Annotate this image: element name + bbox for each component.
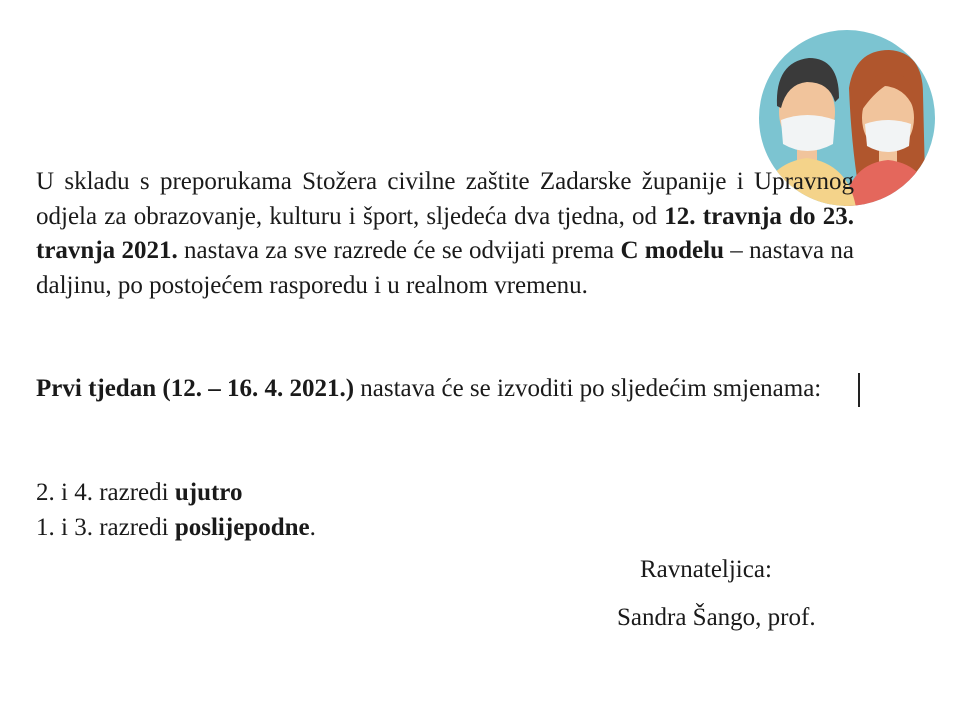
schedule-row (36, 476, 854, 511)
schedule-shift: poslijepodne (174, 513, 310, 541)
schedule-shift: ujutro (174, 479, 243, 506)
punctuation: . (309, 513, 316, 541)
schedule-grades: 1. i 3. razredi (36, 513, 175, 541)
signature-title: Ravnateljica: (640, 556, 772, 583)
text-end: – nastava na daljinu, po postojećem rasporedu i u realnom vremenu. (36, 237, 854, 299)
announcement-paragraph (36, 165, 854, 303)
date-range: 12. travnja do 23. travnja 2021. (36, 202, 855, 264)
first-week-label: Prvi tjedan (12. – 16. 4. 2021.) (36, 375, 355, 402)
first-week-text: nastava će se izvoditi po sljedećim smjenama: (354, 375, 822, 402)
text-middle: nastava za sve razrede će se odvijati prema (177, 237, 621, 264)
teaching-model: C modelu (620, 237, 724, 264)
text-intro: U skladu s preporukama Stožera civilne zaštite Zadarske županije i Upravnog odjela za obrazovanje, kulturu i šport, sljedeća dva tjedna, od (36, 168, 854, 230)
text-cursor (858, 373, 860, 407)
signature-name: Sandra Šango, prof. (617, 604, 816, 631)
first-week-paragraph (36, 372, 854, 407)
schedule-row (36, 511, 854, 546)
shift-schedule (36, 476, 854, 545)
schedule-grades: 2. i 4. razredi (36, 479, 175, 506)
